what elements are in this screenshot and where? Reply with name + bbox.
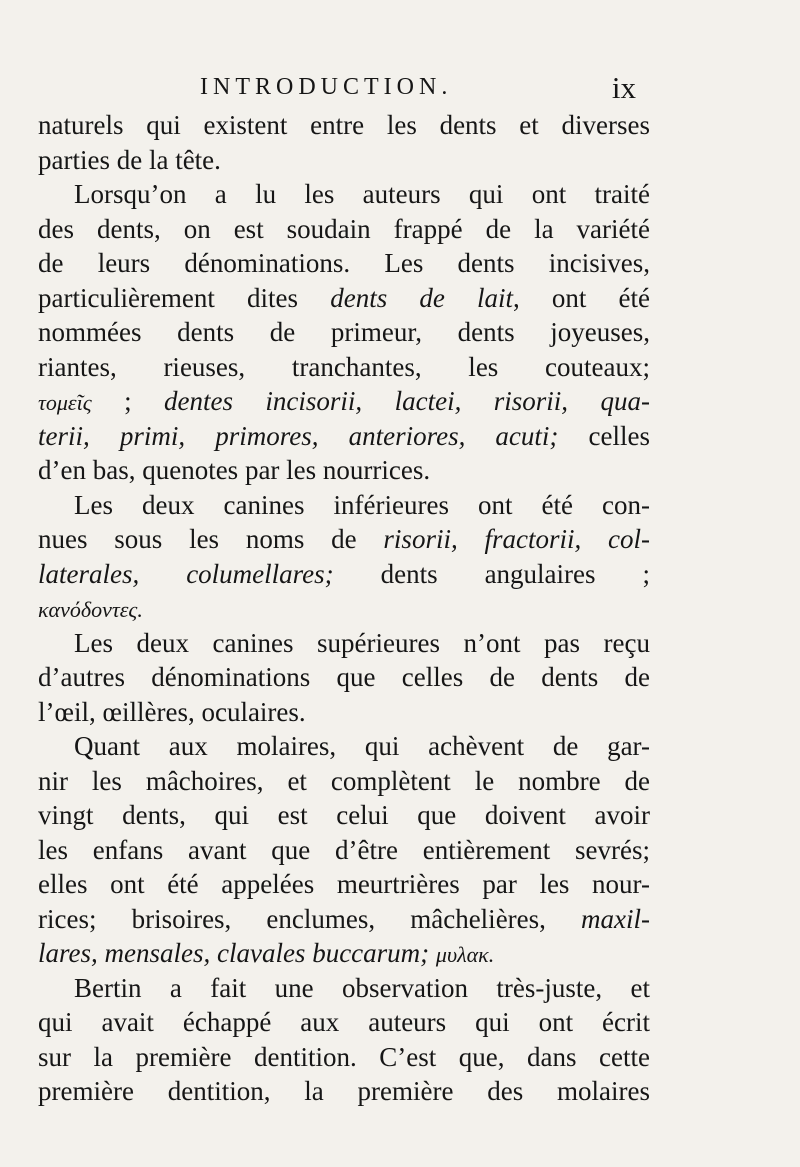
text-line: terii, primi, primores, anteriores, acuti; celles <box>38 420 650 451</box>
text-line: l’œil, œillères, oculaires. <box>38 696 306 727</box>
page-header <box>0 70 800 108</box>
text-line: Bertin a fait une observation très-juste, et <box>74 972 650 1003</box>
text-line: vingt dents, qui est celui que doivent avoir <box>38 800 650 830</box>
page-number: ix <box>611 70 636 105</box>
text-line: Quant aux molaires, qui achèvent de gar- <box>74 731 650 761</box>
text-line: τομεῖς ; dentes incisorii, lactei, risorii, qua- <box>38 386 650 416</box>
text-line: nommées dents de primeur, dents joyeuses, <box>38 317 650 347</box>
text-line: laterales, columellares; dents angulaires ; <box>38 558 650 589</box>
text-line: nues sous les noms de risorii, fractorii, col- <box>38 524 650 554</box>
text-line: Les deux canines supérieures n’ont pas reçu <box>74 627 650 658</box>
text-line: nir les mâchoires, et complètent le nombre de <box>38 765 650 796</box>
text-line: les enfans avant que d’être entièrement sevrés; <box>38 834 650 865</box>
text-line: κανόδοντες. <box>38 597 143 622</box>
text-line: sur la première dentition. C’est que, dans cette <box>38 1041 650 1072</box>
text-line: lares, mensales, clavales buccarum; μυλακ. <box>38 938 495 968</box>
text-line: Lorsqu’on a lu les auteurs qui ont traité <box>74 179 650 209</box>
text-line: elles ont été appelées meurtrières par les nour- <box>38 869 650 899</box>
text-line: riantes, rieuses, tranchantes, les couteaux; <box>38 351 650 382</box>
text-line: de leurs dénominations. Les dents incisives, <box>38 248 650 278</box>
text-line: d’en bas, quenotes par les nourrices. <box>38 455 431 485</box>
text-line: des dents, on est soudain frappé de la variété <box>38 213 650 244</box>
text-line: première dentition, la première des molaires <box>38 1076 650 1106</box>
text-line: rices; brisoires, enclumes, mâchelières, maxil- <box>38 903 650 934</box>
text-line: Les deux canines inférieures ont été con- <box>74 489 650 520</box>
text-line: parties de la tête. <box>38 144 221 175</box>
body-text <box>38 108 650 1109</box>
text-line: qui avait échappé aux auteurs qui ont écrit <box>38 1007 650 1037</box>
text-line: naturels qui existent entre les dents et diverses <box>38 110 650 140</box>
text-line: particulièrement dites dents de lait, ont été <box>38 282 651 313</box>
running-title: INTRODUCTION. <box>200 74 453 100</box>
text-line: d’autres dénominations que celles de dents de <box>38 662 650 692</box>
